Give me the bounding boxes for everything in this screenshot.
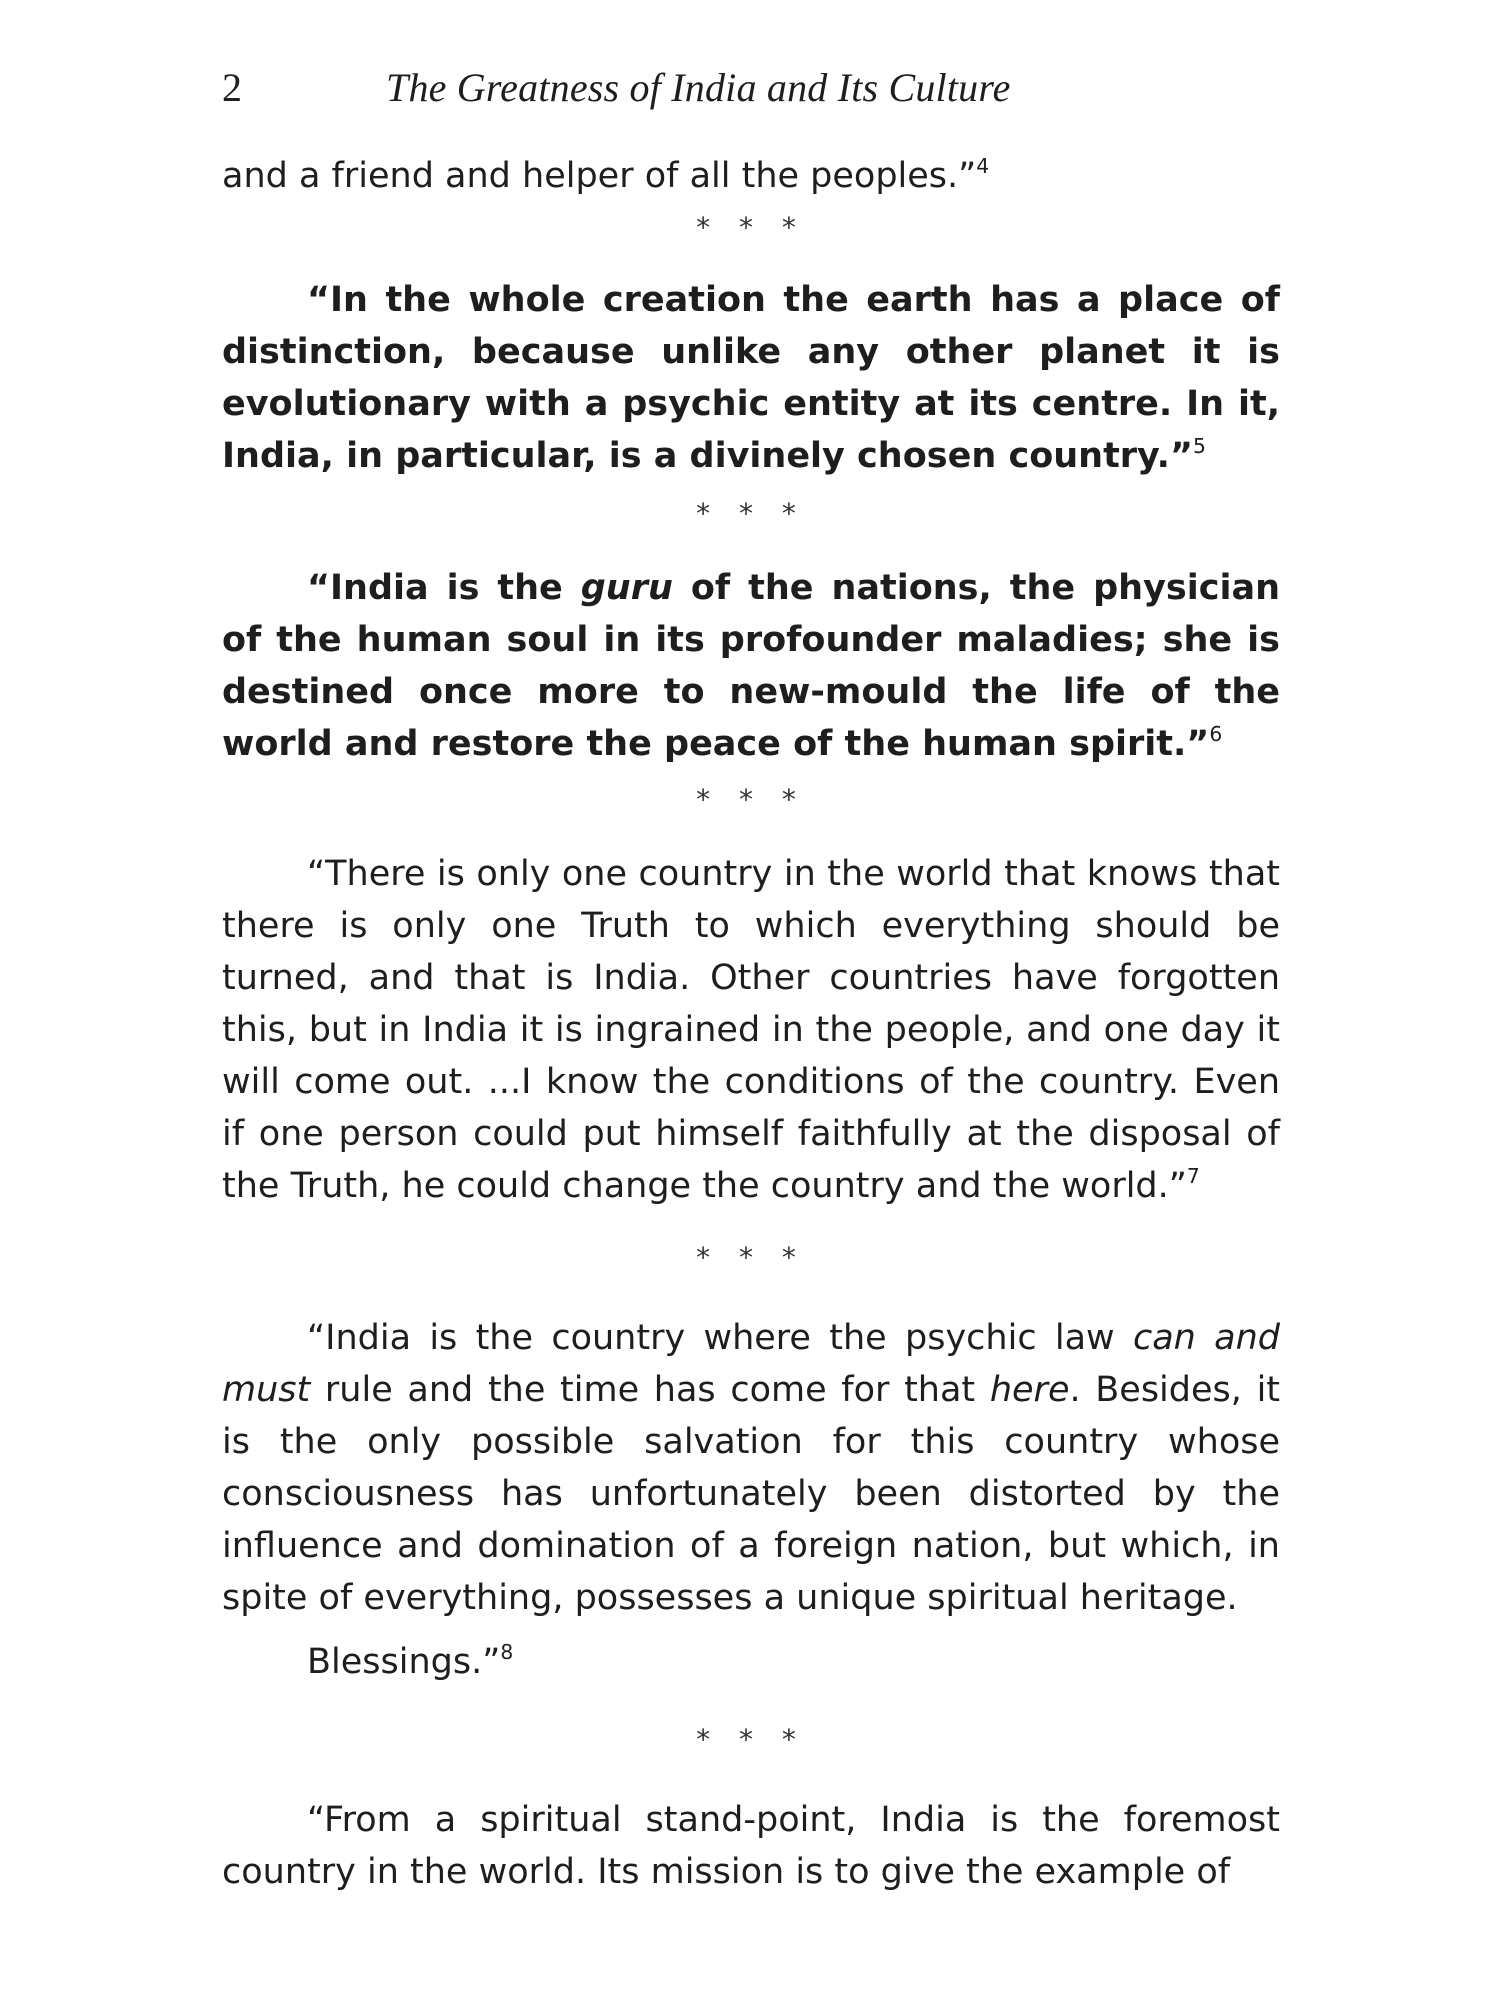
section-separator: * * * bbox=[696, 1241, 806, 1274]
footnote-marker: 6 bbox=[1209, 721, 1223, 746]
page-header bbox=[0, 58, 1500, 118]
page-body bbox=[222, 150, 1280, 1898]
footnote-marker: 7 bbox=[1186, 1163, 1200, 1188]
section-separator: * * * bbox=[696, 783, 806, 816]
quote-blessings: Blessings.”$^8$ bbox=[307, 1639, 514, 1682]
paragraph-continuation: and a friend and helper of all the peoples.”$^4$ bbox=[222, 153, 990, 196]
footnote-marker: 4 bbox=[976, 153, 990, 178]
quote-earth-creation: “In the whole creation the earth has a place of distinction, because unlike any other planet it is evolutionary with a psychic entity at its centre. In it, India, in particular, is a divinely chosen country.”$^5$ bbox=[222, 280, 1280, 476]
section-separator: * * * bbox=[696, 497, 806, 530]
page-number: 2 bbox=[222, 65, 242, 110]
footnote-marker: 5 bbox=[1192, 433, 1206, 458]
quote-india-guru: “India is the guru of the nations, the physician of the human soul in its profounder maladies; she is destined once more to new-mould the life of the world and restore the peace of the human spirit.”$^6$ bbox=[222, 568, 1281, 764]
section-separator: * * * bbox=[696, 211, 806, 244]
quote-psychic-law: “India is the country where the psychic law can and must rule and the time has come for that here. Besides, it is the only possible salvation for this country whose consciousness has unfortunately been distorted by the influence and domination of a foreign nation, but which, in spite of everything, possesses a unique spiritual heritage. bbox=[222, 1318, 1281, 1618]
section-separator: * * * bbox=[696, 1723, 806, 1756]
quote-spiritual-standpoint: “From a spiritual stand-point, India is the foremost country in the world. Its mission is to give the example of bbox=[222, 1800, 1280, 1892]
footnote-marker: 8 bbox=[500, 1639, 514, 1664]
running-title: The Greatness of India and Its Culture bbox=[386, 65, 1011, 110]
quote-one-truth: “There is only one country in the world that knows that there is only one Truth to which everything should be turned, and that is India. Other countries have forgotten this, but in India it is ingrained in the people, and one day it will come out. ...I know the conditions of the country. Even if one person could put himself faithfully at the disposal of the Truth, he could change the country and the world.”$^7$ bbox=[222, 854, 1280, 1206]
